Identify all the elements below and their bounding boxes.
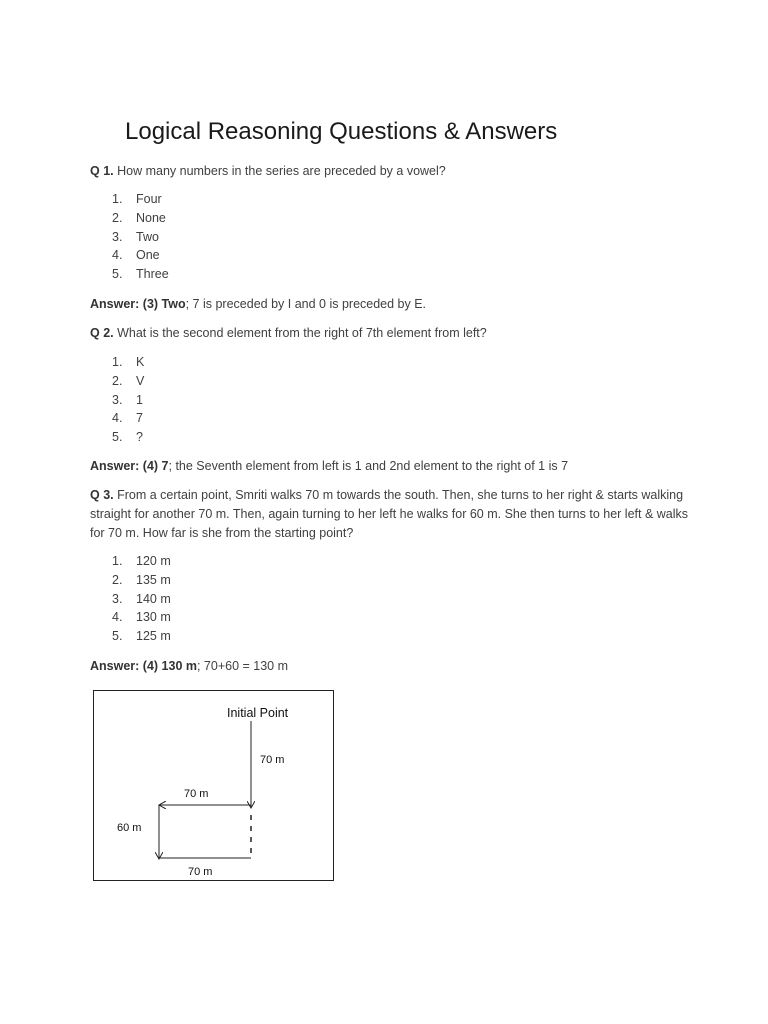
option-text: K — [136, 355, 145, 369]
second-south-leg-label: 60 m — [117, 822, 142, 834]
answer-2-label: Answer: (4) 7 — [90, 459, 169, 473]
answer-1 — [90, 295, 690, 314]
option-number: 5. — [112, 267, 123, 282]
option-number: 3. — [112, 229, 123, 244]
answer-3 — [90, 657, 690, 676]
option-text: Two — [136, 229, 159, 244]
question-2-text: What is the second element from the right of 7th element from left? — [113, 326, 487, 340]
answer-1-text: ; 7 is preceded by I and 0 is preceded by E. — [185, 297, 427, 311]
initial-point-label: Initial Point — [227, 706, 289, 720]
option-text: Three — [136, 267, 169, 282]
option-number: 3. — [112, 591, 123, 606]
question-3 — [90, 486, 690, 543]
question-1-text: How many numbers in the series are preceded by a vowel? — [113, 164, 446, 178]
option-number: 1. — [112, 554, 123, 568]
answer-2 — [90, 457, 690, 476]
option-text: 1 — [136, 392, 143, 407]
question-2-label: Q 2. — [90, 326, 114, 340]
answer-3-label: Answer: (4) 130 m — [90, 659, 197, 673]
option-text: 125 m — [136, 629, 171, 644]
question-3-label: Q 3. — [90, 488, 114, 502]
direction-diagram — [93, 690, 334, 881]
answer-1-label: Answer: (3) Two — [90, 297, 186, 311]
option-number: 2. — [112, 210, 123, 225]
option-number: 4. — [112, 610, 123, 625]
question-1 — [90, 162, 690, 181]
option-text: 130 m — [136, 610, 171, 625]
question-1-label: Q 1. — [90, 164, 114, 178]
option-text: V — [136, 373, 145, 388]
option-text: One — [136, 248, 160, 263]
option-number: 1. — [112, 192, 123, 206]
option-number: 5. — [112, 629, 123, 644]
east-leg-label: 70 m — [188, 866, 213, 878]
option-number: 2. — [112, 373, 123, 388]
question-3-text: From a certain point, Smriti walks 70 m towards the south. Then, she turns to her right & starts walking straight for another 70 m. Then, again turning to her left he walks for 60 m. She then turns to her left & walks for 70 m. How far is she from the starting point? — [90, 488, 689, 540]
option-number: 2. — [112, 572, 123, 587]
west-leg-label: 70 m — [184, 788, 209, 800]
option-number: 1. — [112, 355, 123, 369]
option-text: 140 m — [136, 591, 171, 606]
option-text: 120 m — [136, 554, 171, 568]
option-text: 135 m — [136, 572, 171, 587]
option-number: 5. — [112, 430, 123, 445]
option-text: 7 — [136, 411, 143, 426]
page-title: Logical Reasoning Questions & Answers — [125, 118, 558, 145]
option-number: 4. — [112, 411, 123, 426]
option-text: ? — [136, 430, 143, 445]
south-leg-label: 70 m — [260, 754, 285, 766]
direction-diagram-drawing — [94, 691, 335, 882]
answer-3-text: ; 70+60 = 130 m — [196, 659, 289, 673]
option-text: Four — [136, 192, 162, 206]
question-2 — [90, 324, 690, 343]
option-number: 4. — [112, 248, 123, 263]
option-number: 3. — [112, 392, 123, 407]
answer-2-text: ; the Seventh element from left is 1 and 2nd element to the right of 1 is 7 — [168, 459, 569, 473]
option-text: None — [136, 210, 166, 225]
